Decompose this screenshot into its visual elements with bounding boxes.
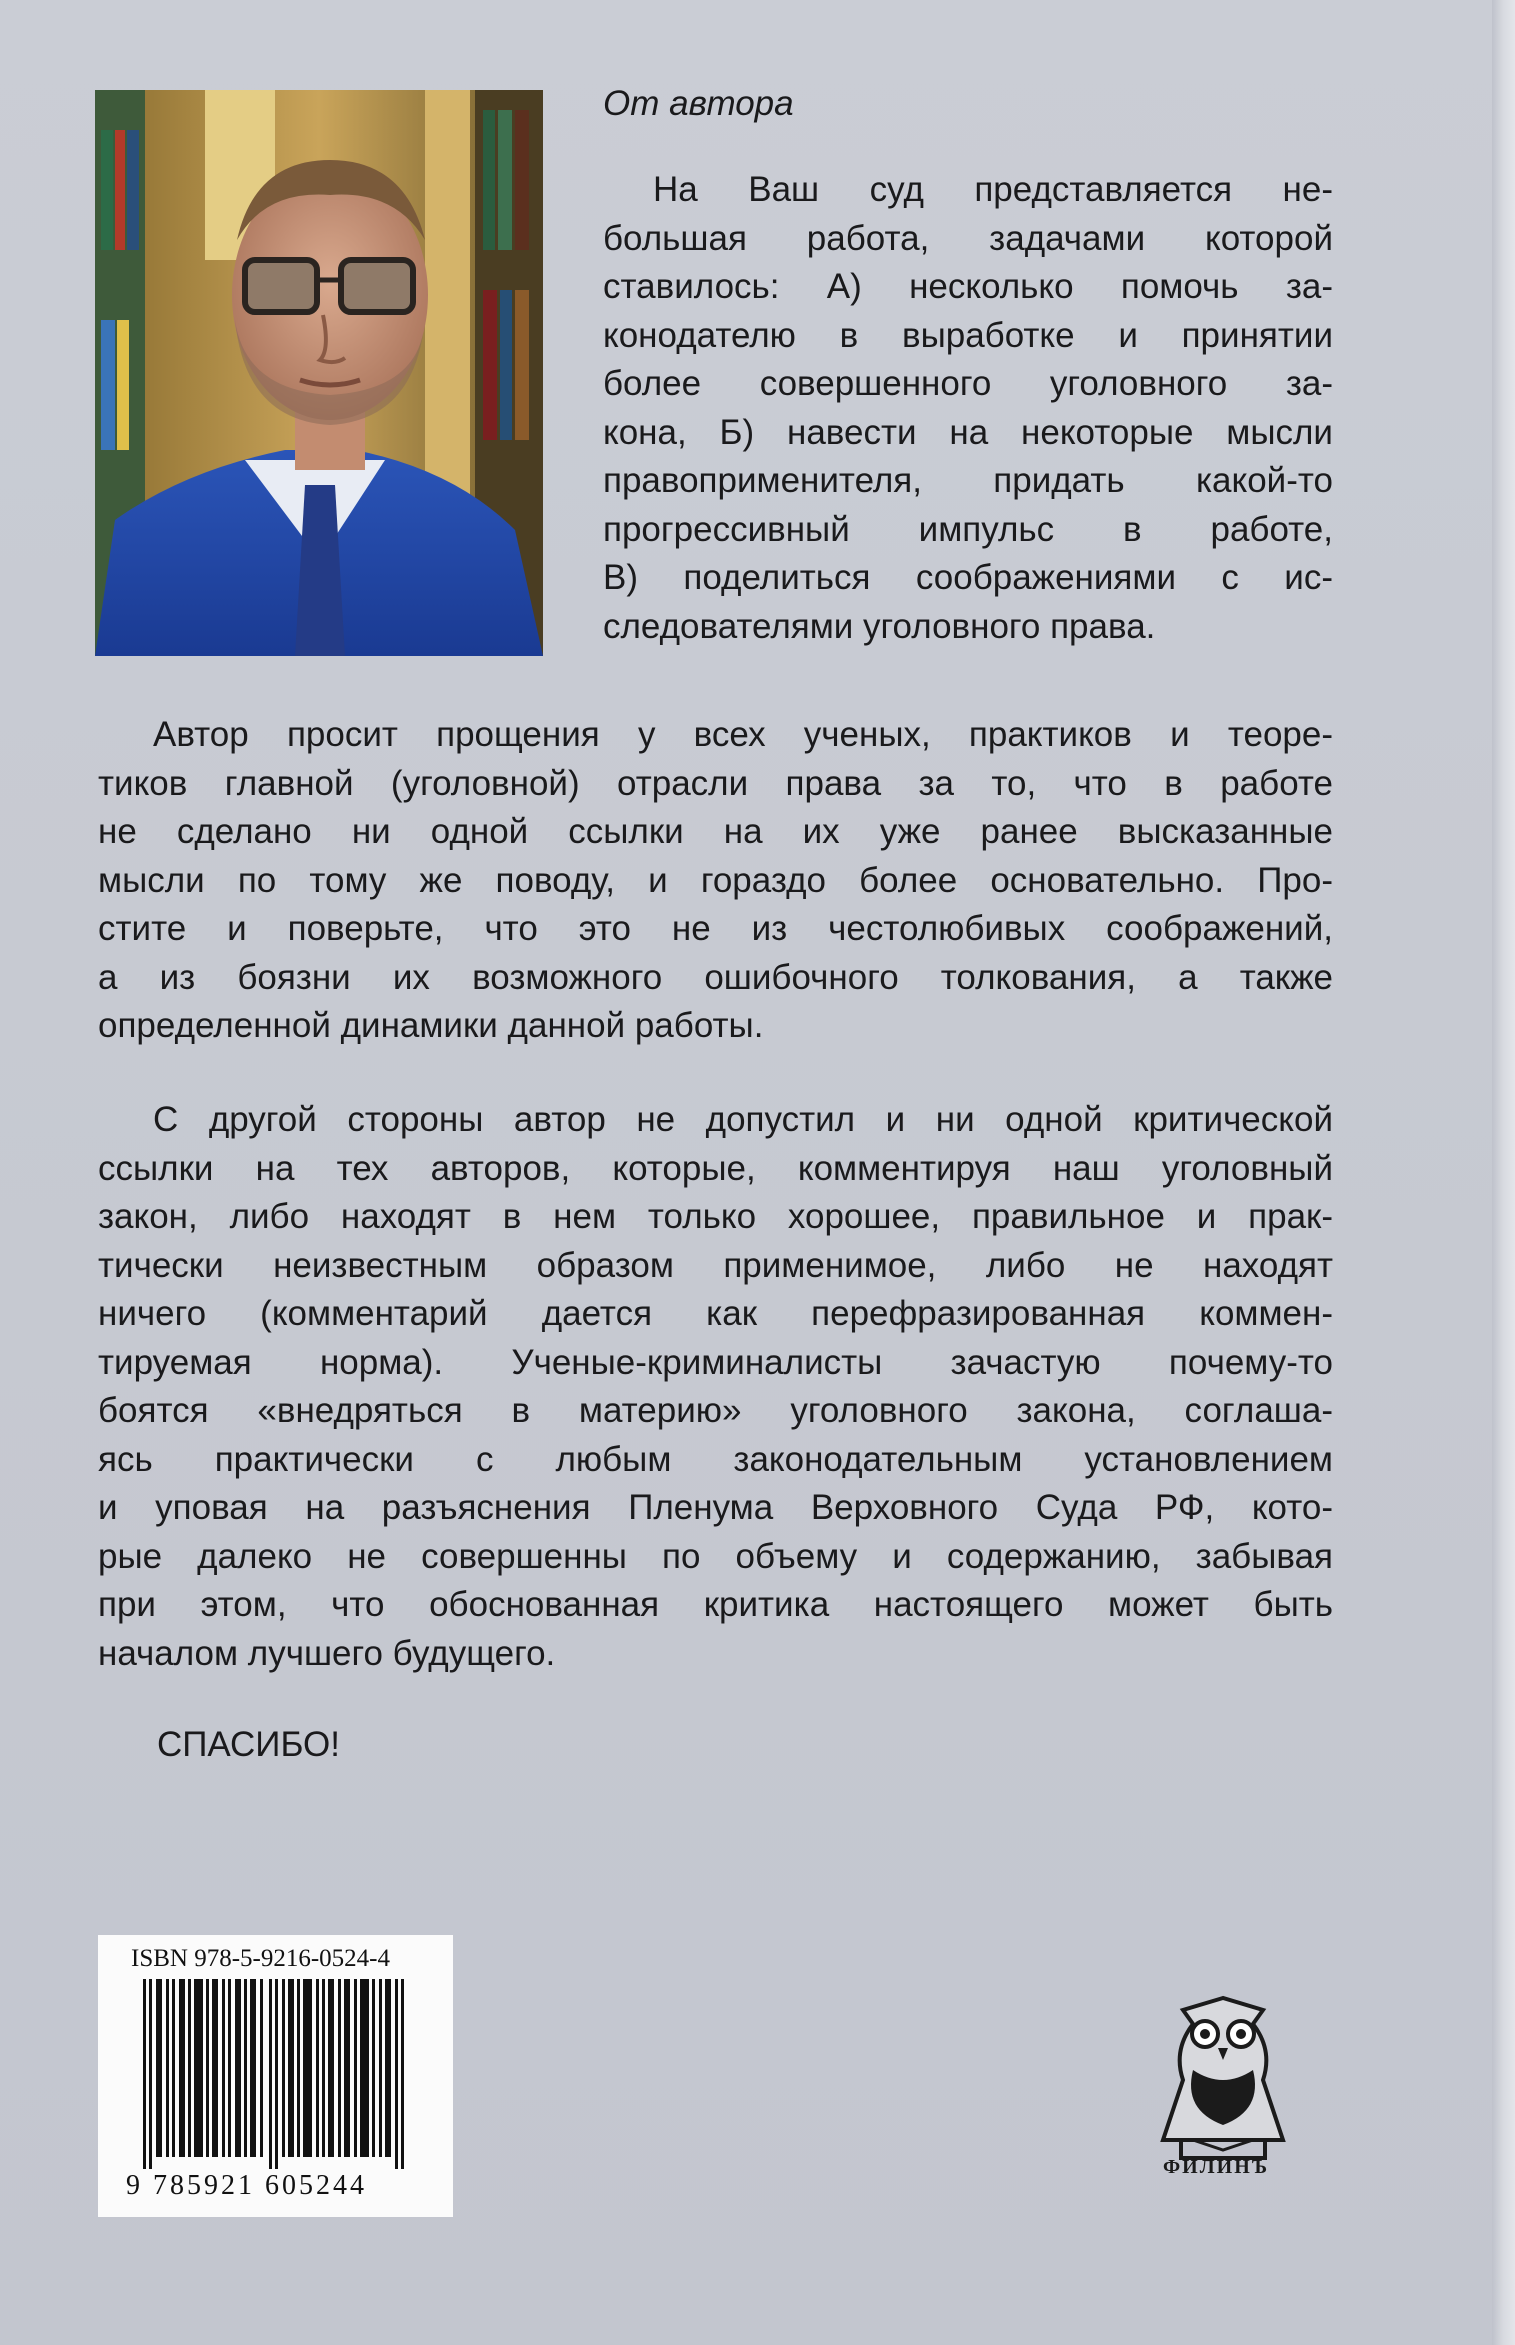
- text-line: ничего (комментарий дается как перефразированная коммен-: [98, 1294, 1333, 1333]
- text-line: ссылки на тех авторов, которые, комментируя наш уголовный: [98, 1148, 1333, 1188]
- text-line: тически неизвестным образом применимое, либо не находят: [98, 1245, 1333, 1285]
- text-line: тиков главной (уголовной) отрасли права за то, что в работе: [98, 763, 1333, 803]
- text-line: определенной динамики данной работы.: [98, 1006, 764, 1045]
- isbn-barcode: [98, 1935, 453, 2217]
- text-line: В) поделиться соображениями с ис-: [603, 558, 1333, 597]
- author-photo: [95, 90, 543, 656]
- owl-logo-icon: [1153, 1990, 1293, 2180]
- text-line: ясь практически с любым законодательным установлением: [98, 1439, 1333, 1479]
- text-line: С другой стороны автор не допустил и ни одной критической: [153, 1100, 1333, 1139]
- barcode-bars: [131, 1979, 421, 2169]
- paragraph-intro: [603, 166, 1333, 651]
- text-line: правоприменителя, придать какой-то: [603, 461, 1333, 500]
- text-line: не сделано ни одной ссылки на их уже ранее высказанные: [98, 812, 1333, 851]
- text-line: Автор просит прощения у всех ученых, практиков и теоре-: [153, 715, 1333, 754]
- barcode-number: 9 785921 605244: [126, 2170, 367, 2201]
- text-line: прогрессивный импульс в работе,: [603, 509, 1333, 549]
- text-line: тируемая норма). Ученые-криминалисты зачастую почему-то: [98, 1342, 1333, 1382]
- text-line: ставилось: А) несколько помочь за-: [603, 267, 1333, 306]
- paragraph-apology: [98, 711, 1333, 1051]
- text-line: кона, Б) навести на некоторые мысли: [603, 412, 1333, 452]
- book-spine-edge: [1492, 0, 1515, 2345]
- text-line: рые далеко не совершенны по объему и содержанию, забывая: [98, 1536, 1333, 1576]
- text-line: большая работа, задачами которой: [603, 218, 1333, 258]
- paragraph-critique: [98, 1096, 1333, 1678]
- text-line: следователями уголовного права.: [603, 606, 1156, 646]
- text-line: На Ваш суд представляется не-: [653, 170, 1333, 209]
- publisher-name: ФИЛИНЪ: [1163, 2156, 1270, 2178]
- text-line: и уповая на разъяснения Пленума Верховного Суда РФ, кото-: [98, 1488, 1333, 1527]
- text-line: стите и поверьте, что это не из честолюбивых соображений,: [98, 909, 1333, 948]
- section-heading: От автора: [603, 84, 794, 123]
- text-line: боятся «внедряться в материю» уголовного закона, соглаша-: [98, 1391, 1333, 1430]
- text-line: началом лучшего будущего.: [98, 1633, 556, 1673]
- text-line: при этом, что обоснованная критика настоящего может быть: [98, 1585, 1333, 1624]
- text-line: конодателю в выработке и принятии: [603, 315, 1333, 355]
- text-line: мысли по тому же поводу, и гораздо более основательно. Про-: [98, 860, 1333, 900]
- text-line: а из боязни их возможного ошибочного толкования, а также: [98, 957, 1333, 997]
- text-line: закон, либо находят в нем только хорошее, правильное и прак-: [98, 1197, 1333, 1236]
- isbn-label: ISBN 978-5-9216-0524-4: [131, 1945, 391, 1972]
- text-line: более совершенного уголовного за-: [603, 364, 1333, 403]
- thanks-text: СПАСИБО!: [157, 1725, 340, 1764]
